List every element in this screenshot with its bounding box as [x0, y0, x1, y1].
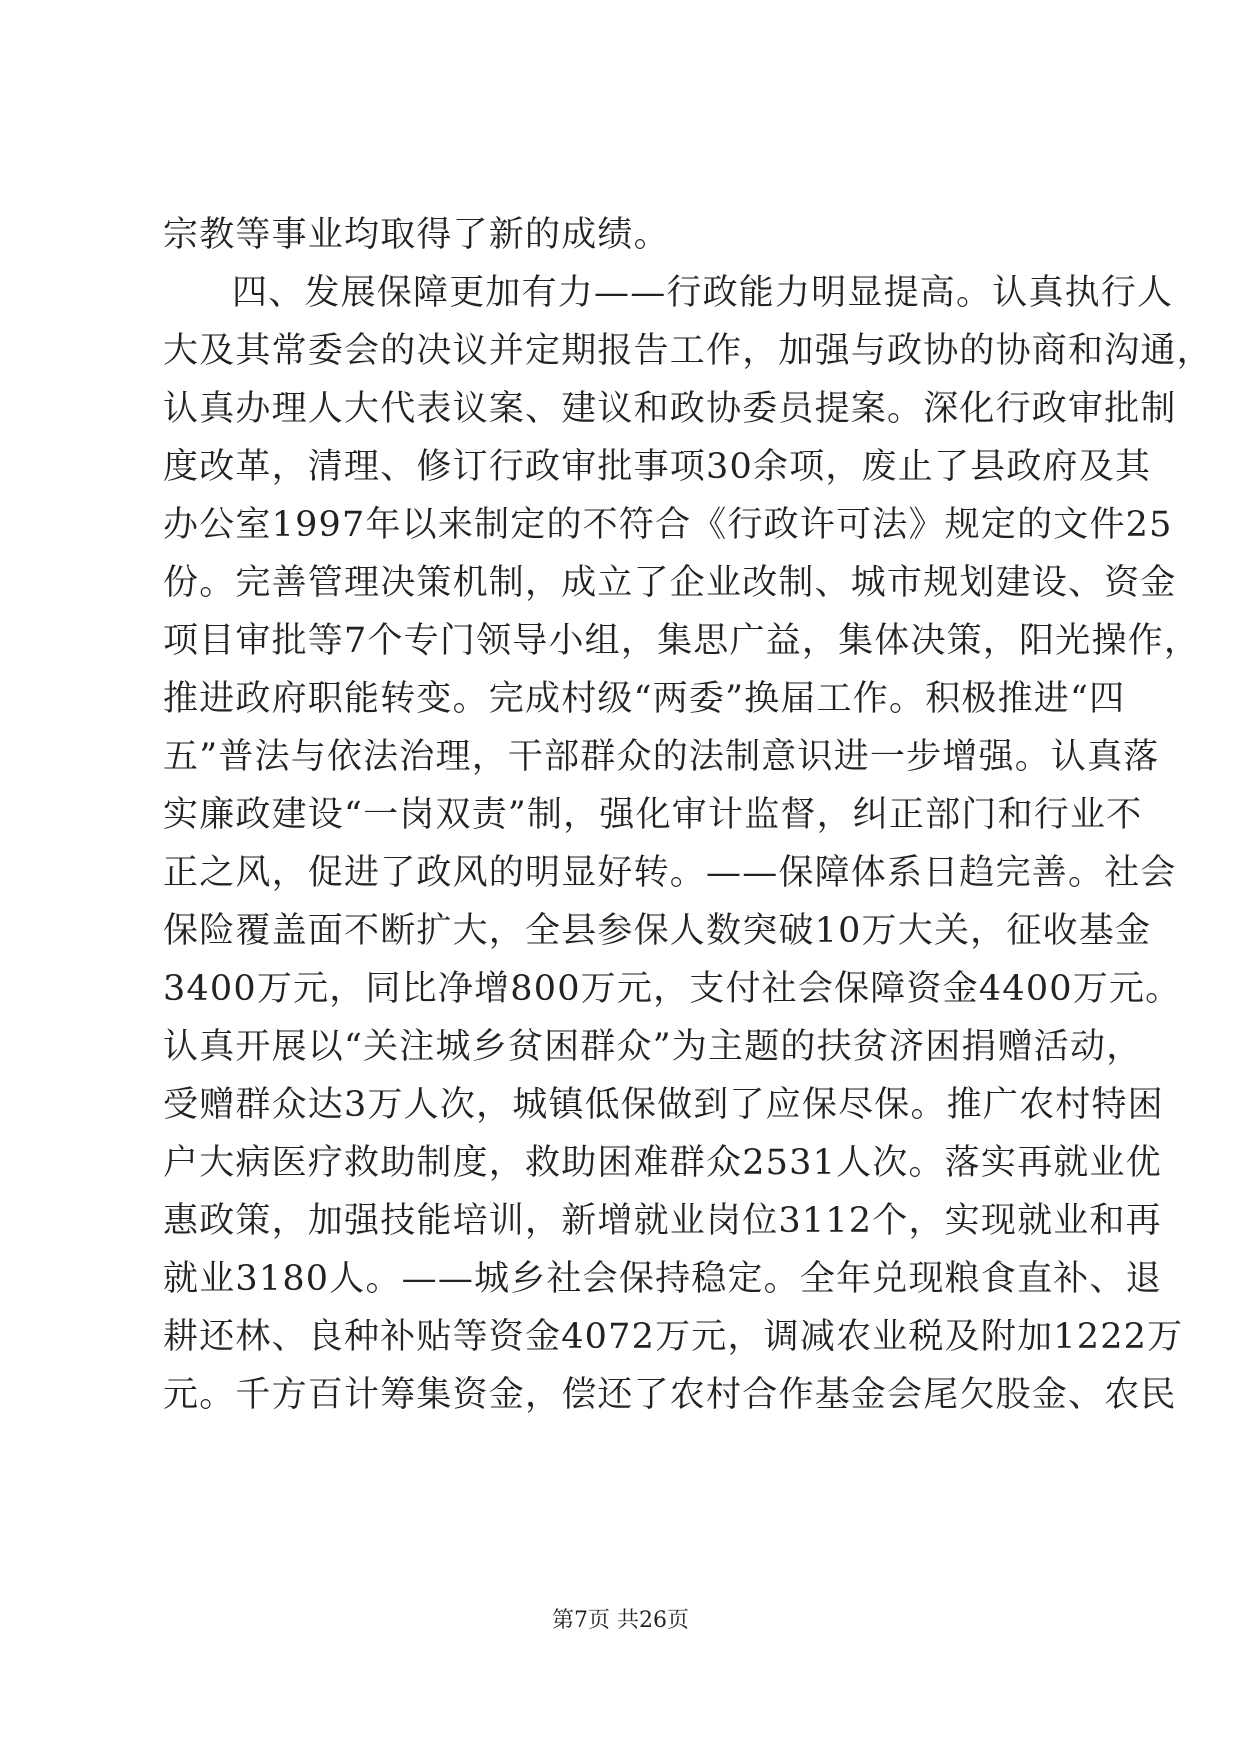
page-number-footer: 第7页 共26页: [552, 1608, 689, 1633]
text-line-6: 办公室1997年以来制定的不符合《行政许可法》规定的文件25: [163, 505, 1173, 545]
text-line-12: 正之风，促进了政风的明显好转。——保障体系日趋完善。社会: [163, 853, 1177, 893]
text-line-8: 项目审批等7个专门领导小组，集思广益，集体决策，阳光操作，: [163, 621, 1201, 661]
text-line-20: 耕还林、良种补贴等资金4072万元，调减农业税及附加1222万: [163, 1317, 1184, 1357]
text-line-5: 度改革，清理、修订行政审批事项30余项，废止了县政府及其: [163, 447, 1152, 487]
text-line-1: 宗教等事业均取得了新的成绩。: [163, 215, 670, 255]
text-line-21: 元。千方百计筹集资金，偿还了农村合作基金会尾欠股金、农民: [163, 1375, 1177, 1415]
text-line-13: 保险覆盖面不断扩大，全县参保人数突破10万大关，征收基金: [163, 911, 1152, 951]
text-line-16: 受赠群众达3万人次，城镇低保做到了应保尽保。推广农村特困: [163, 1085, 1164, 1125]
text-line-14: 3400万元，同比净增800万元，支付社会保障资金4400万元。: [163, 969, 1182, 1009]
text-line-15: 认真开展以“关注城乡贫困群众”为主题的扶贫济困捐赠活动，: [163, 1027, 1143, 1067]
text-line-4: 认真办理人大代表议案、建议和政协委员提案。深化行政审批制: [163, 389, 1177, 429]
text-line-11: 实廉政建设“一岗双责”制，强化审计监督，纠正部门和行业不: [163, 795, 1143, 835]
text-line-3: 大及其常委会的决议并定期报告工作，加强与政协的协商和沟通，: [163, 331, 1213, 371]
text-line-7: 份。完善管理决策机制，成立了企业改制、城市规划建设、资金: [163, 563, 1177, 603]
text-line-19: 就业3180人。——城乡社会保持稳定。全年兑现粮食直补、退: [163, 1259, 1162, 1299]
text-line-2: 四、发展保障更加有力——行政能力明显提高。认真执行人: [232, 273, 1174, 313]
text-line-18: 惠政策，加强技能培训，新增就业岗位3112个，实现就业和再: [163, 1201, 1162, 1241]
text-line-9: 推进政府职能转变。完成村级“两委”换届工作。积极推进“四: [163, 679, 1126, 719]
text-line-10: 五”普法与依法治理，干部群众的法制意识进一步增强。认真落: [163, 737, 1160, 777]
text-line-17: 户大病医疗救助制度，救助困难群众2531人次。落实再就业优: [163, 1143, 1162, 1183]
